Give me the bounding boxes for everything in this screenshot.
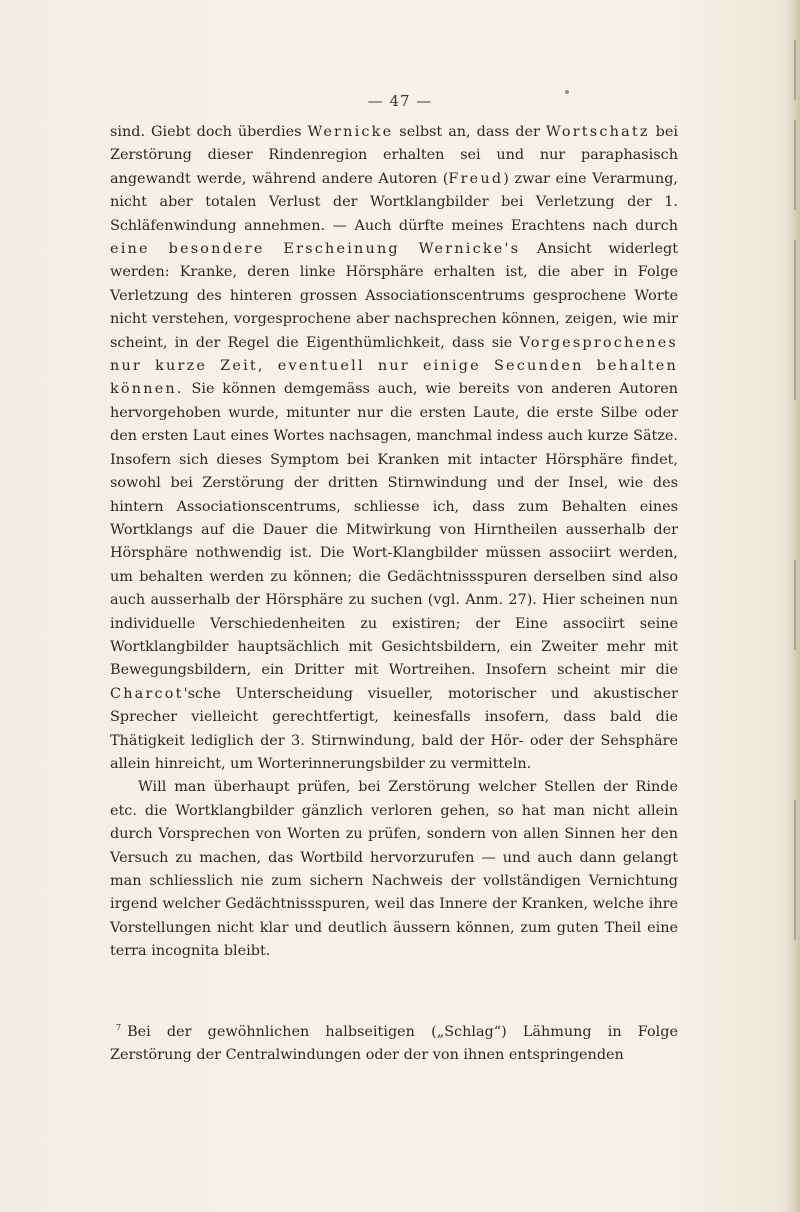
footnote-marker: 7 bbox=[116, 1023, 122, 1032]
emphasized-text: Wortschatz bbox=[545, 124, 650, 140]
edge-mark bbox=[794, 40, 796, 100]
footnote bbox=[110, 1016, 678, 1068]
text-run: bei Zerstörung dieser Rindenregion erhalten sei und nur paraphasisch angewandt werde, während andere Autoren ( bbox=[110, 124, 679, 187]
emphasized-text: Wernicke bbox=[307, 124, 394, 140]
text-run: Ansicht widerlegt werden: Kranke, deren linke Hörsphäre erhalten ist, die aber in Folge Verletzung des hinteren grossen Associationscentrums gesprochene Worte nicht verstehen, vorgesprochene aber nachsprechen können, zeigen, wie mir scheint, in der Regel die Eigenthümlichkeit, dass sie bbox=[110, 241, 678, 351]
emphasized-text: Vorgesprochenes nur kurze Zeit, eventuell nur einige Secunden behalten können. bbox=[110, 334, 678, 398]
footnote-text: Bei der gewöhnlichen halbseitigen („Schlag“) Lähmung in Folge Zerstörung der Centralwindungen oder der von ihnen entspringenden bbox=[110, 1024, 678, 1064]
paragraph bbox=[110, 776, 678, 963]
text-run: 'sche Unterscheidung visueller, motorischer und akustischer Sprecher vielleicht gerechtfertigt, keinesfalls insofern, dass bald die Thätigkeit lediglich der 3. Stirnwindung, bald der Hör- oder der Sehsphäre allein hinreicht, um Worterinnerungsbilder zu vermitteln. bbox=[110, 685, 678, 772]
edge-mark bbox=[794, 240, 796, 400]
edge-mark bbox=[794, 120, 796, 210]
emphasized-text: Freud bbox=[448, 170, 504, 187]
text-run: selbst an, dass der bbox=[393, 124, 546, 140]
text-run: Sie können demgemäss auch, wie bereits von anderen Autoren hervorgehoben wurde, mitunter nur die ersten Laute, die erste Silbe oder den ersten Laut eines Wortes nachsagen, manchmal indess auch kurze Sätze. Insofern sich dieses Symptom bei Kranken mit intacter Hörsphäre findet, sowohl bei Zerstörung der dritten Stirnwindung und der Insel, wie des hintern Associationscentrums, schliesse ich, dass zum Behalten eines Wortklangs auf die Dauer die Mitwirkung von Hirntheilen ausserhalb der Hörsphäre nothwendig ist. Die Wort-Klangbilder müssen associirt werden, um behalten werden zu können; die Gedächtnissspuren derselben sind also auch ausserhalb der Hörsphäre zu suchen (vgl. Anm. 27). Hier scheinen nun individuelle Verschiedenheiten zu existiren; der Eine associirt seine Wortklangbilder hauptsächlich mit Gesichtsbildern, ein Zweiter mehr mit Bewegungsbildern, ein Dritter mit Wortreihen. Insofern scheint mir die bbox=[110, 381, 678, 679]
emphasized-text: Charcot bbox=[110, 685, 184, 702]
body-text bbox=[110, 121, 678, 964]
text-run: Will man überhaupt prüfen, bei Zerstörung welcher Stellen der Rinde etc. die Wortklangbilder gänzlich verloren gehen, so hat man nicht allein durch Vorsprechen von Worten zu prüfen, sondern von allen Sinnen her den Versuch zu machen, das Wortbild hervorzurufen — und auch dann gelangt man schliesslich nie zum sichern Nachweis der vollständigen Vernichtung irgend welcher Gedächtnissspuren, weil das Innere der Kranken, welche ihre Vorstellungen nicht klar und deutlich äussern können, zum guten Theil eine terra incognita bleibt. bbox=[110, 779, 678, 960]
page-number: — 47 — bbox=[367, 92, 433, 110]
edge-mark bbox=[794, 800, 796, 940]
edge-mark bbox=[794, 560, 796, 650]
text-run: sind. Giebt doch überdies bbox=[110, 124, 308, 140]
page-edge-shadow bbox=[786, 0, 800, 1212]
text-run: ) zwar eine Verarmung, nicht aber totalen Verlust der Wortklangbilder bei Verletzung der 1. Schläfenwindung annehmen. — Auch dürfte meines Erachtens nach durch bbox=[110, 170, 678, 234]
paragraph bbox=[110, 121, 678, 776]
emphasized-text: eine besondere Erscheinung Wernicke's bbox=[110, 241, 521, 258]
